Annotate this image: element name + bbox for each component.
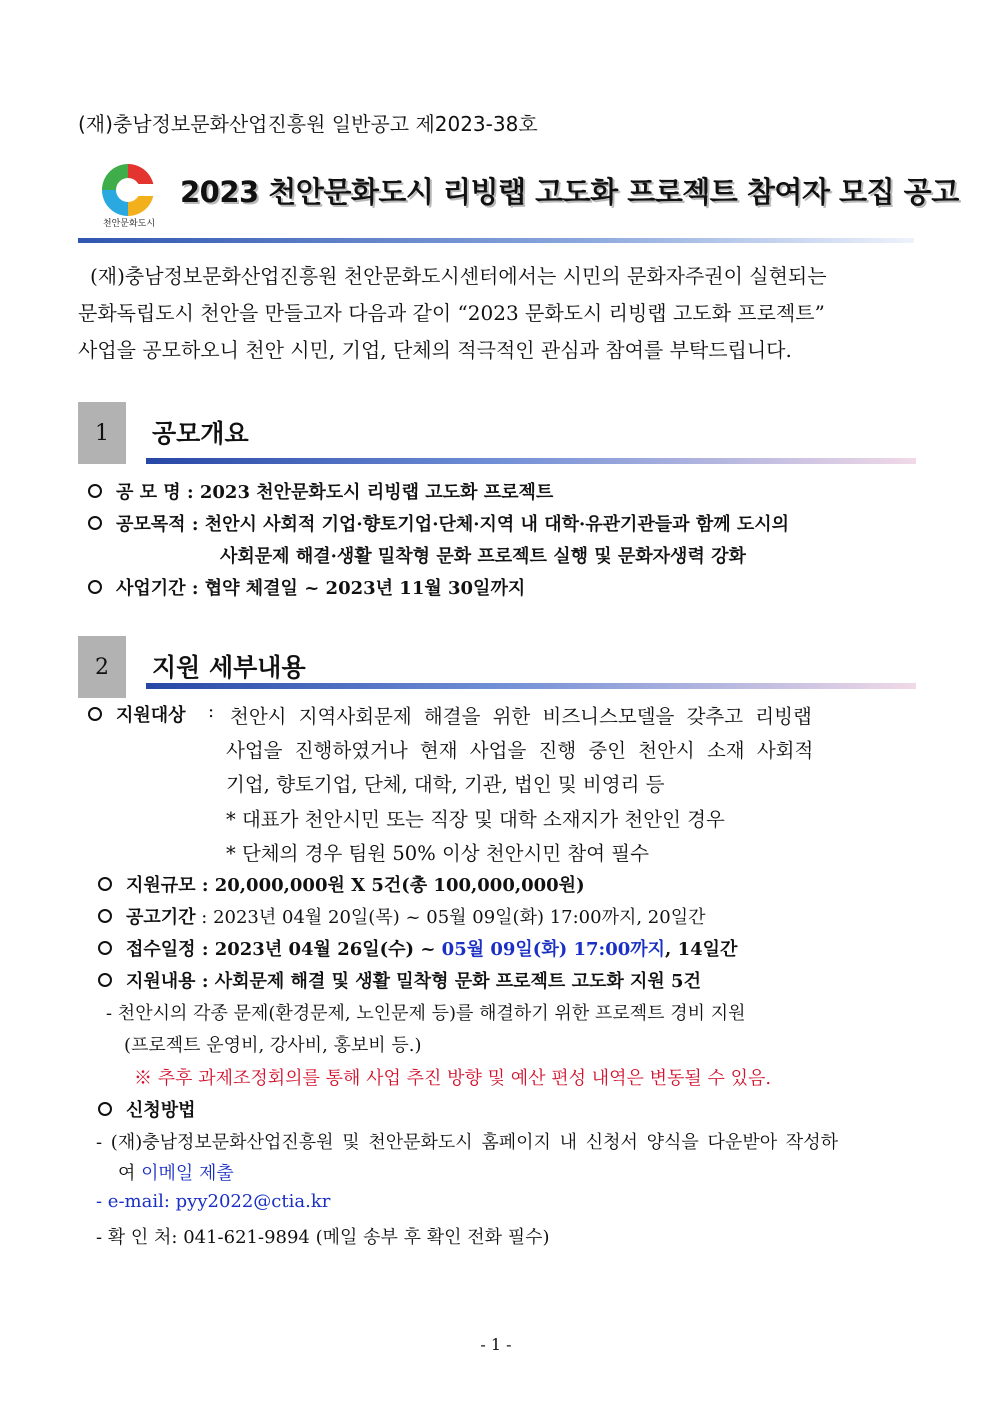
detail-content-sub-1: - 천안시의 각종 문제(환경문제, 노인문제 등)를 해결하기 위한 프로젝트 경비 지원 <box>106 1003 746 1024</box>
detail-content: 지원내용 : 사회문제 해결 및 생활 밀착형 문화 프로젝트 고도화 지원 5건 <box>98 967 701 993</box>
detail-notice-period: 공고기간 : 2023년 04월 20일(목) ~ 05월 09일(화) 17:00까지, 20일간 <box>98 903 706 929</box>
detail-target-line-3: 기업, 향토기업, 단체, 대학, 기관, 법인 및 비영리 등 <box>226 773 665 796</box>
section-1-underline <box>146 458 916 464</box>
page-number: - 1 - <box>480 1335 512 1354</box>
detail-apply: 신청방법 <box>98 1096 196 1122</box>
bullet-circle-icon <box>98 909 112 923</box>
detail-email <box>96 1191 330 1212</box>
page-title: 2023 천안문화도시 리빙랩 고도화 프로젝트 참여자 모집 공고 <box>180 175 959 209</box>
section-2-title: 지원 세부내용 <box>152 653 306 682</box>
email-submit-text: 이메일 제출 <box>141 1163 234 1184</box>
overview-item-name: 공 모 명 : 2023 천안문화도시 리빙랩 고도화 프로젝트 <box>88 478 553 504</box>
intro-paragraph <box>78 258 918 369</box>
detail-target-line-2: 사업을 진행하였거나 현재 사업을 진행 중인 천안시 소재 사회적 <box>226 739 814 762</box>
overview-item-period: 사업기간 : 협약 체결일 ~ 2023년 11월 30일까지 <box>88 574 525 600</box>
bullet-circle-icon <box>88 484 102 498</box>
detail-target-note-2: * 단체의 경우 팀원 50% 이상 천안시민 참여 필수 <box>226 842 649 865</box>
receipt-deadline: 05월 09일(화) 17:00까지 <box>441 939 666 960</box>
detail-target-line-1: 천안시 지역사회문제 해결을 위한 비즈니스모델을 갖추고 리빙랩 <box>230 705 812 728</box>
notice-number: (재)충남정보문화산업진흥원 일반공고 제2023-38호 <box>78 112 538 136</box>
detail-apply-line-2: 여 이메일 제출 <box>118 1163 234 1184</box>
email-link[interactable]: - e-mail: pyy2022@ctia.kr <box>96 1191 331 1212</box>
detail-target-separator: : <box>208 701 215 722</box>
cheonan-culture-city-logo <box>100 162 156 218</box>
bullet-circle-icon <box>98 941 112 955</box>
bullet-circle-icon <box>98 973 112 987</box>
detail-target-note-1: * 대표가 천안시민 또는 직장 및 대학 소재지가 천안인 경우 <box>226 808 725 831</box>
detail-content-sub-2: (프로젝트 운영비, 강사비, 홍보비 등.) <box>124 1035 422 1056</box>
section-1-number: 1 <box>78 402 126 464</box>
section-2-number: 2 <box>78 636 126 698</box>
intro-line-3: 사업을 공모하오니 천안 시민, 기업, 단체의 적극적인 관심과 참여를 부탁드립니다. <box>78 338 792 362</box>
detail-apply-line-1: - (재)충남정보문화산업진흥원 및 천안문화도시 홈페이지 내 신청서 양식을 다운받아 작성하 <box>96 1132 838 1153</box>
title-underline <box>78 238 914 243</box>
overview-item-purpose-cont: 사회문제 해결·생활 밀착형 문화 프로젝트 실행 및 문화자생력 강화 <box>220 546 746 567</box>
bullet-circle-icon <box>98 1102 112 1116</box>
logo-caption: 천안문화도시 <box>102 219 156 229</box>
intro-line-2: 문화독립도시 천안을 만들고자 다음과 같이 “2023 문화도시 리빙랩 고도화 프로젝트” <box>78 301 825 325</box>
section-2-underline <box>146 683 916 689</box>
detail-scale: 지원규모 : 20,000,000원 X 5건(총 100,000,000원) <box>98 871 585 897</box>
detail-target: 지원대상 <box>88 701 186 727</box>
bullet-circle-icon <box>88 580 102 594</box>
intro-line-1: (재)충남정보문화산업진흥원 천안문화도시센터에서는 시민의 문화자주권이 실현되는 <box>90 264 827 288</box>
overview-item-purpose: 공모목적 : 천안시 사회적 기업·향토기업·단체·지역 내 대학·유관기관들과 함께 도시의 <box>88 510 789 536</box>
section-1-title: 공모개요 <box>152 419 249 448</box>
detail-content-warning: ※ 추후 과제조정회의를 통해 사업 추진 방향 및 예산 편성 내역은 변동될 수 있음. <box>134 1068 772 1089</box>
bullet-circle-icon <box>88 516 102 530</box>
bullet-circle-icon <box>88 707 102 721</box>
bullet-circle-icon <box>98 877 112 891</box>
detail-receipt: 접수일정 : 2023년 04월 26일(수) ~ 05월 09일(화) 17:00까지, 14일간 <box>98 935 737 961</box>
detail-contact: - 확 인 처: 041-621-9894 (메일 송부 후 확인 전화 필수) <box>96 1227 550 1248</box>
